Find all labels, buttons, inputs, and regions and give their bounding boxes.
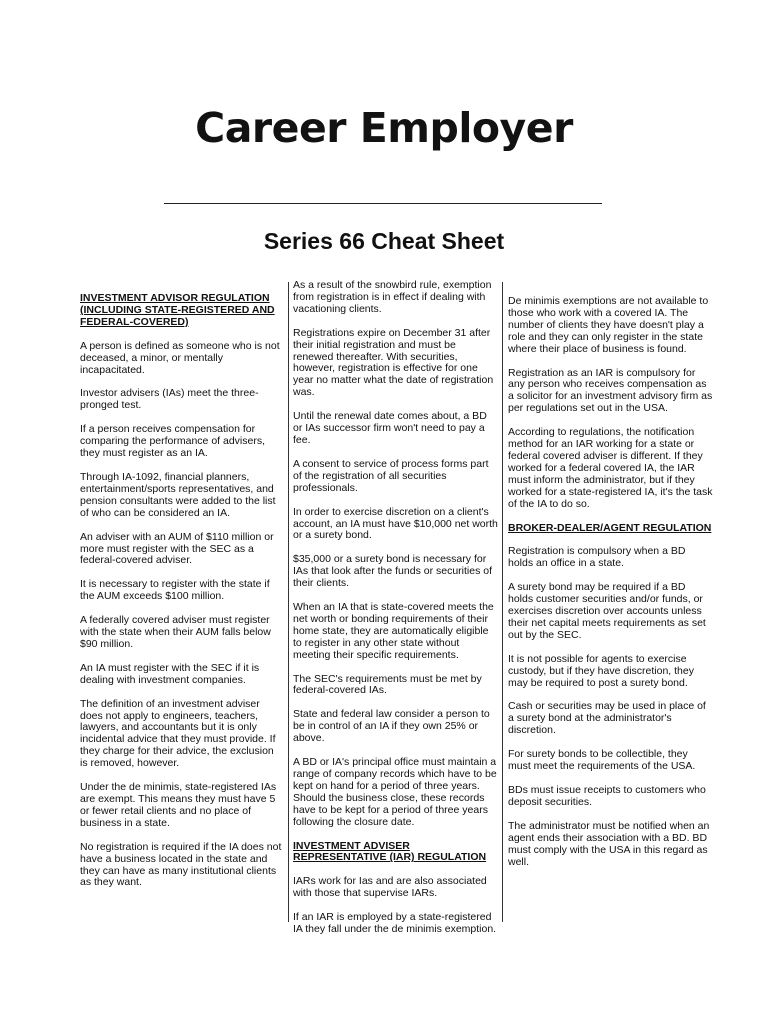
column-divider xyxy=(502,282,503,922)
paragraph: According to regulations, the notification method for an IAR working for a state or federal covered adviser is different. If they worked for a federal covered IA, the IAR must inform the administrator, but if they worked for a state-registered IA, it's the task of the IA to do so. xyxy=(508,426,713,510)
header-divider xyxy=(164,203,602,204)
paragraph: When an IA that is state-covered meets the net worth or bonding requirements of their home state, they are automatically eligible to register in any other state without meeting their specific requirements. xyxy=(293,601,494,661)
paragraph: Cash or securities may be used in place of a surety bond at the administrator's discretion. xyxy=(508,700,706,737)
paragraph: For surety bonds to be collectible, they must meet the requirements of the USA. xyxy=(508,748,696,773)
column-divider xyxy=(288,282,289,922)
paragraph: A surety bond may be required if a BD holds customer securities and/or funds, or exercises discretion over accounts unless their net capital meets requirements as set out by the SEC. xyxy=(508,581,706,641)
paragraph: No registration is required if the IA does not have a business located in the state and they can have as many institutional clients as they want. xyxy=(80,840,282,889)
paragraph: An IA must register with the SEC if it is dealing with investment companies. xyxy=(80,661,260,686)
paragraph: An adviser with an AUM of $110 million or more must register with the SEC as a federal-covered adviser. xyxy=(80,530,274,567)
paragraph: Registration is compulsory when a BD holds an office in a state. xyxy=(508,545,686,570)
section-heading: BROKER-DEALER/AGENT REGULATION xyxy=(508,521,712,534)
paragraph: A BD or IA's principal office must maintain a range of company records which have to be kept on hand for a period of three years. Should the business close, these records have to be kept for a period of three years following the closure date. xyxy=(293,756,497,828)
column-2 xyxy=(293,280,498,948)
section-heading: INVESTMENT ADVISER REPRESENTATIVE (IAR) REGULATION xyxy=(293,839,487,864)
paragraph: A person is defined as someone who is not deceased, a minor, or mentally incapacitated. xyxy=(80,339,280,376)
paragraph: Until the renewal date comes about, a BD or IAs successor firm won't need to pay a fee. xyxy=(293,410,487,446)
paragraph: $35,000 or a surety bond is necessary for IAs that look after the funds or securities of their clients. xyxy=(293,553,493,590)
paragraph: A consent to service of process forms part of the registration of all securities professionals. xyxy=(293,457,489,494)
paragraph: The SEC's requirements must be met by federal-covered IAs. xyxy=(293,672,482,697)
column-1 xyxy=(80,280,282,901)
paragraph: In order to exercise discretion on a client's account, an IA must have $10,000 net worth or a surety bond. xyxy=(293,505,498,542)
paragraph: The definition of an investment adviser does not apply to engineers, teachers, lawyers, and accountants but it is only incidental advice that they must provide. If they charge for their advice, the exclusion is removed, however. xyxy=(80,697,276,770)
paragraph: It is necessary to register with the state if the AUM exceeds $100 million. xyxy=(80,578,270,603)
paragraph: Registration as an IAR is compulsory for any person who receives compensation as a solicitor for an investment advisory firm as per regulations set out in the USA. xyxy=(508,366,713,415)
paragraph: IARs work for Ias and are also associated with those that supervise IARs. xyxy=(293,875,487,900)
paragraph: The administrator must be notified when an agent ends their association with a BD. BD must comply with the USA in this regard as well. xyxy=(508,819,710,868)
paragraph: Investor advisers (IAs) meet the three-pronged test. xyxy=(80,387,259,412)
page-title: Series 66 Cheat Sheet xyxy=(263,228,505,254)
paragraph: Under the de minimis, state-registered IAs are exempt. This means they must have 5 or fewer retail clients and no place of business in a state. xyxy=(80,781,277,829)
paragraph: BDs must issue receipts to customers who deposit securities. xyxy=(508,784,706,808)
column-3 xyxy=(508,280,713,880)
paragraph: As a result of the snowbird rule, exemption from registration is in effect if dealing with vacationing clients. xyxy=(293,279,492,315)
paragraph: De minimis exemptions are not available to those who work with a covered IA. The number of clients they have doesn't play a role and they can only register in the state where their place of business is found. xyxy=(508,295,709,355)
paragraph: Registrations expire on December 31 after their initial registration and must be renewed thereafter. With securities, however, registration is effective for one year no matter what the date of registration was. xyxy=(293,326,494,399)
paragraph: A federally covered adviser must register with the state when their AUM falls below $90 million. xyxy=(80,614,271,650)
paragraph: Through IA-1092, financial planners, entertainment/sports representatives, and pension consultants were added to the list of who can be considered an IA. xyxy=(80,470,276,519)
paragraph: State and federal law consider a person to be in control of an IA if they own 25% or above. xyxy=(293,708,490,745)
paragraph: If a person receives compensation for comparing the performance of advisers, they must register as an IA. xyxy=(80,423,266,460)
brand-logo-text: Career Employer xyxy=(195,104,573,152)
paragraph: If an IAR is employed by a state-registered IA they fall under the de minimis exemption. xyxy=(293,911,497,936)
section-heading: INVESTMENT ADVISOR REGULATION (INCLUDING STATE-REGISTERED AND FEDERAL-COVERED) xyxy=(80,292,275,328)
paragraph: It is not possible for agents to exercise custody, but if they have discretion, they may be required to post a surety bond. xyxy=(508,652,694,689)
